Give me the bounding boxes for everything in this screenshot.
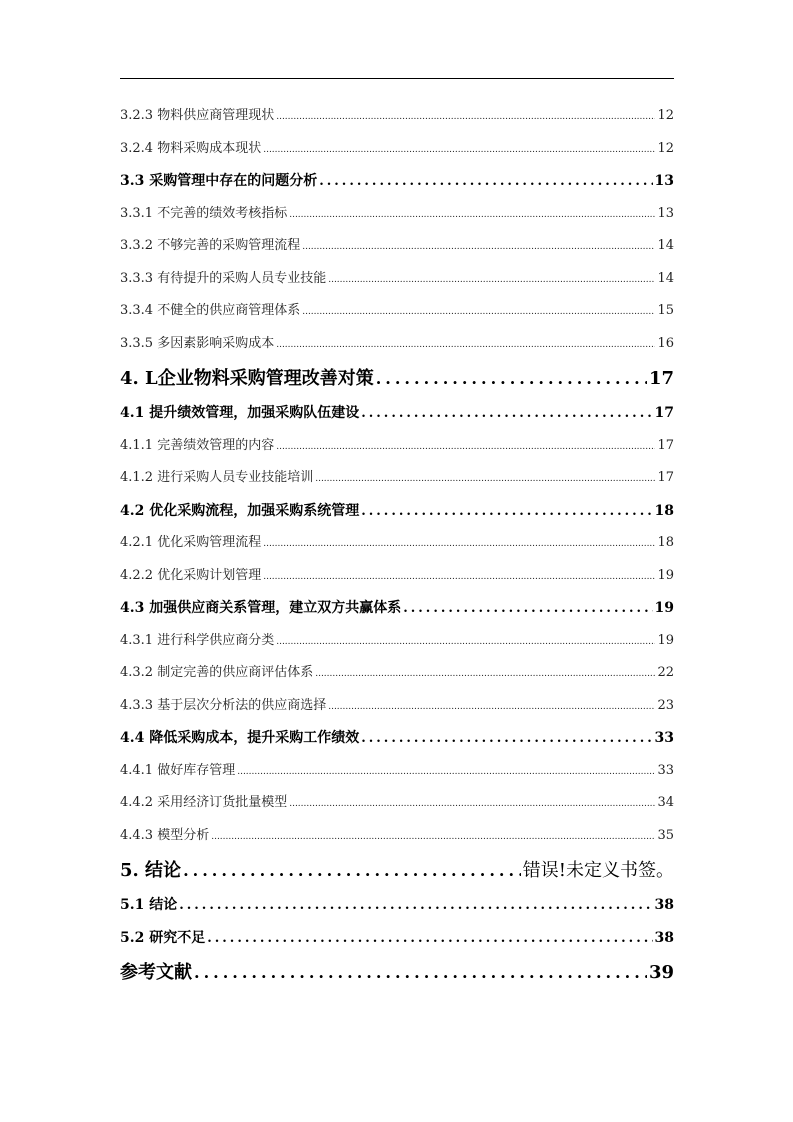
- dot-leader: [289, 199, 655, 231]
- toc-entry[interactable]: [120, 787, 674, 820]
- dot-leader: [302, 231, 655, 263]
- dot-leader: [194, 954, 647, 991]
- toc-entry-page: 12: [657, 108, 674, 123]
- toc-entry[interactable]: [120, 100, 674, 133]
- toc-entry[interactable]: [120, 198, 674, 231]
- dot-leader: [361, 496, 652, 528]
- toc-entry-page: 33: [657, 762, 674, 778]
- toc-entry[interactable]: [120, 657, 674, 690]
- dot-leader: [263, 561, 655, 593]
- toc-entry[interactable]: [120, 263, 674, 296]
- toc-entry-title: 4.1.2 进行采购人员专业技能培训: [120, 470, 314, 485]
- toc-entry-title: 4. L企业物料采购管理改善对策: [120, 368, 374, 389]
- toc-entry-page: 错误!未定义书签。: [522, 860, 674, 881]
- toc-entry-title: 4.2.2 优化采购计划管理: [120, 567, 262, 583]
- toc-entry-page: 17: [648, 368, 674, 389]
- dot-leader: [263, 528, 655, 560]
- toc-entry[interactable]: [120, 328, 674, 361]
- toc-entry[interactable]: [120, 133, 674, 166]
- toc-entry[interactable]: [120, 722, 674, 755]
- toc-entry-page: 19: [654, 600, 674, 616]
- toc-entry-title: 3.3.4 不健全的供应商管理体系: [120, 303, 301, 318]
- toc-entry-page: 35: [657, 827, 674, 843]
- dot-leader: [328, 691, 655, 723]
- toc-entry-page: 19: [657, 632, 674, 648]
- toc-entry-title: 4.2 优化采购流程，加强采购系统管理: [120, 502, 360, 519]
- toc-entry-title: 5.1 结论: [120, 897, 178, 913]
- dot-leader: [276, 101, 655, 133]
- toc-entry-title: 3.3.1 不完善的绩效考核指标: [120, 205, 288, 221]
- toc-entry-page: 33: [654, 730, 674, 746]
- dot-leader: [376, 360, 647, 397]
- toc-entry-page: 14: [657, 270, 674, 286]
- dot-leader: [179, 890, 652, 922]
- toc-entry-title: 4.4.3 模型分析: [120, 827, 210, 843]
- toc-entry-title: 3.3 采购管理中存在的问题分析: [120, 173, 318, 189]
- toc-entry[interactable]: [120, 397, 674, 430]
- toc-entry-title: 3.3.5 多因素影响采购成本: [120, 335, 275, 351]
- toc-entry-page: 34: [657, 795, 674, 810]
- toc-entry[interactable]: [120, 852, 674, 889]
- dot-leader: [276, 329, 655, 361]
- dot-leader: [361, 723, 652, 755]
- toc-entry-page: 15: [657, 303, 674, 318]
- toc-entry-title: 5. 结论: [120, 860, 182, 881]
- dot-leader: [315, 463, 655, 495]
- toc-entry-page: 19: [657, 567, 674, 583]
- toc-entry-title: 4.1 提升绩效管理，加强采购队伍建设: [120, 405, 360, 421]
- toc-entry[interactable]: [120, 462, 674, 495]
- toc-entry-page: 16: [657, 335, 674, 351]
- dot-leader: [207, 923, 652, 955]
- toc-entry-page: 13: [654, 173, 674, 189]
- toc-entry-page: 17: [654, 405, 674, 421]
- toc-entry-page: 14: [657, 238, 674, 253]
- dot-leader: [361, 398, 652, 430]
- toc-entry[interactable]: [120, 922, 674, 955]
- toc-entry-title: 3.3.2 不够完善的采购管理流程: [120, 238, 301, 253]
- dot-leader: [263, 134, 655, 166]
- dot-leader: [319, 166, 652, 198]
- toc-entry-title: 4.3 加强供应商关系管理，建立双方共赢体系: [120, 600, 402, 616]
- toc-entry[interactable]: [120, 560, 674, 593]
- dot-leader: [315, 658, 655, 690]
- table-of-contents: [120, 100, 674, 991]
- toc-entry-title: 5.2 研究不足: [120, 929, 206, 946]
- toc-entry-title: 3.2.3 物料供应商管理现状: [120, 108, 275, 123]
- toc-entry-page: 17: [657, 437, 674, 453]
- dot-leader: [211, 821, 655, 853]
- toc-entry-title: 4.4.1 做好库存管理: [120, 762, 236, 778]
- toc-entry[interactable]: [120, 954, 674, 991]
- toc-entry-title: 4.3.2 制定完善的供应商评估体系: [120, 665, 314, 680]
- dot-leader: [403, 593, 652, 625]
- toc-entry[interactable]: [120, 430, 674, 463]
- dot-leader: [328, 264, 655, 296]
- toc-entry[interactable]: [120, 165, 674, 198]
- toc-entry[interactable]: [120, 495, 674, 528]
- toc-entry[interactable]: [120, 295, 674, 328]
- toc-entry-title: 4.4.2 采用经济订货批量模型: [120, 795, 288, 810]
- toc-entry-page: 23: [657, 697, 674, 713]
- toc-entry-title: 4.2.1 优化采购管理流程: [120, 535, 262, 550]
- toc-entry-page: 13: [657, 205, 674, 221]
- toc-entry-page: 39: [648, 962, 674, 983]
- toc-entry-page: 38: [654, 929, 674, 946]
- toc-entry[interactable]: [120, 230, 674, 263]
- toc-entry-title: 4.1.1 完善绩效管理的内容: [120, 437, 275, 453]
- toc-entry-page: 38: [654, 897, 674, 913]
- toc-entry[interactable]: [120, 820, 674, 853]
- toc-entry-title: 3.2.4 物料采购成本现状: [120, 140, 262, 156]
- toc-entry-page: 12: [657, 140, 674, 156]
- toc-entry-page: 18: [657, 535, 674, 550]
- toc-entry-title: 4.4 降低采购成本，提升采购工作绩效: [120, 730, 360, 746]
- toc-entry[interactable]: [120, 625, 674, 658]
- toc-entry-page: 22: [657, 665, 674, 680]
- toc-entry[interactable]: [120, 889, 674, 922]
- dot-leader: [276, 626, 655, 658]
- toc-entry-page: 17: [657, 470, 674, 485]
- toc-entry[interactable]: [120, 592, 674, 625]
- toc-entry-title: 参考文献: [120, 962, 192, 983]
- toc-entry[interactable]: [120, 360, 674, 397]
- dot-leader: [302, 296, 655, 328]
- dot-leader: [276, 431, 655, 463]
- toc-entry-title: 4.3.3 基于层次分析法的供应商选择: [120, 697, 327, 713]
- toc-entry[interactable]: [120, 755, 674, 788]
- toc-entry-page: 18: [654, 502, 674, 519]
- dot-leader: [237, 756, 655, 788]
- dot-leader: [183, 852, 521, 889]
- toc-entry-title: 3.3.3 有待提升的采购人员专业技能: [120, 270, 327, 286]
- toc-entry-title: 4.3.1 进行科学供应商分类: [120, 632, 275, 648]
- toc-entry[interactable]: [120, 690, 674, 723]
- header-rule: [120, 78, 674, 79]
- toc-entry[interactable]: [120, 527, 674, 560]
- dot-leader: [289, 788, 655, 820]
